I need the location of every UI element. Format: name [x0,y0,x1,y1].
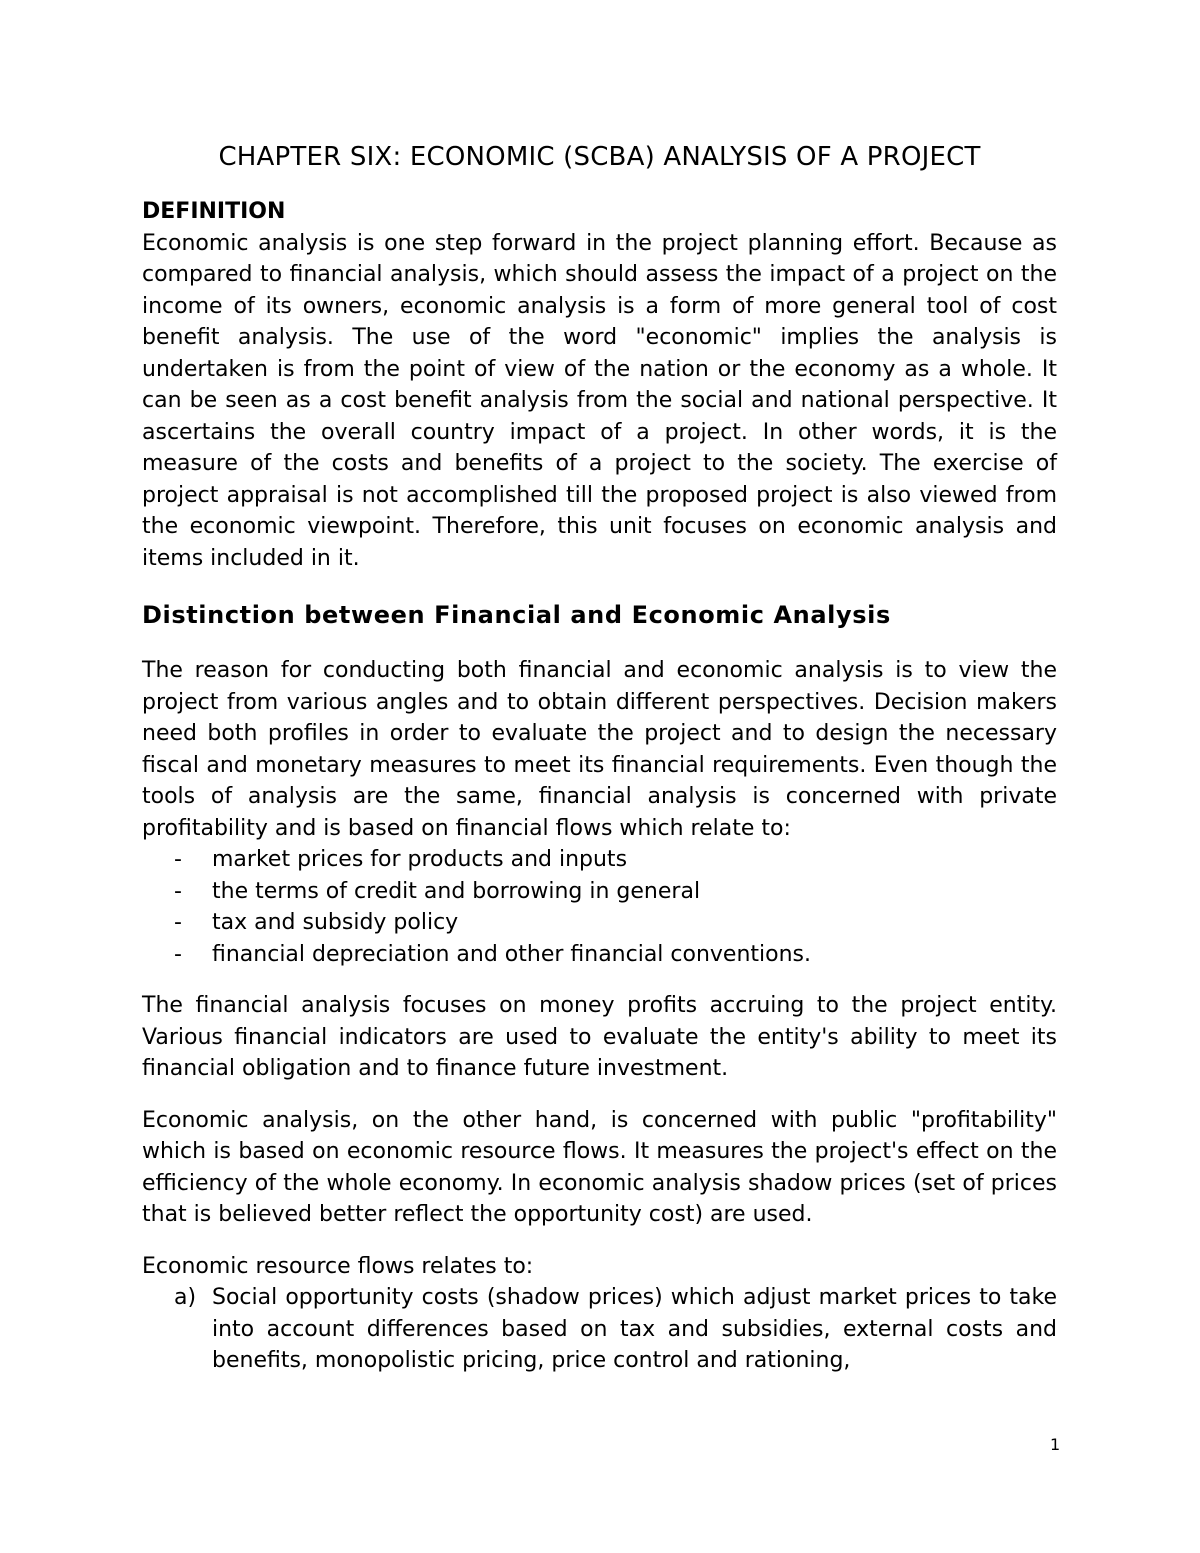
list-item-text: market prices for products and inputs [212,847,628,872]
distinction-intro-paragraph: The reason for conducting both financial and economic analysis is to view the project from various angles and to obtain different perspectives. Decision makers need both profiles in order to evaluate the project and to design the necessary fiscal and monetary measures to meet its financial requirements. Even though the tools of analysis are the same, financial analysis is concerned with private profitability and is based on financial flows which relate to: [142,658,1057,841]
list-marker: a) [174,1285,197,1310]
definition-heading: DEFINITION [142,199,286,224]
list-marker: - [174,941,182,967]
list-marker: - [174,910,182,935]
distinction-heading: Distinction between Financial and Economic Analysis [142,601,891,629]
financial-analysis-paragraph: The financial analysis focuses on money profits accruing to the project entity. Various financial indicators are used to evaluate the entity's ability to meet its financial obligation and to finance future investment. [142,993,1057,1081]
list-marker: - [174,878,182,904]
list-item [142,844,1057,876]
definition-paragraph: Economic analysis is one step forward in the project planning effort. Because as compared to financial analysis, which should assess the impact of a project on the income of its owners, economic analysis is a form of more general tool of cost benefit analysis. The use of the word "economic" implies the analysis is undertaken is from the point of view of the nation or the economy as a whole. It can be seen as a cost benefit analysis from the social and national perspective. It ascertains the overall country impact of a project. In other words, it is the measure of the costs and benefits of a project to the society. The exercise of project appraisal is not accomplished till the proposed project is also viewed from the economic viewpoint. Therefore, this unit focuses on economic analysis and items included in it. [142,230,1057,571]
page-number: 1 [1050,1435,1061,1454]
list-item [142,876,1057,908]
list-item [142,907,1057,939]
list-item-text: Social opportunity costs (shadow prices) which adjust market prices to take into account differences based on tax and subsidies, external costs and benefits, monopolistic pricing, price control and rationing, [212,1285,1057,1373]
list-item [142,939,1057,971]
chapter-title: CHAPTER SIX: ECONOMIC (SCBA) ANALYSIS OF A PROJECT [218,142,981,172]
list-item-text: financial depreciation and other financial conventions. [212,941,812,967]
financial-flows-list [142,844,1057,970]
list-item-text: tax and subsidy policy [212,910,459,935]
list-item-text: the terms of credit and borrowing in general [212,878,701,904]
resource-flows-list [142,1282,1057,1377]
page-content [142,140,1057,1377]
economic-analysis-paragraph: Economic analysis, on the other hand, is concerned with public "profitability" which is based on economic resource flows. It measures the project's effect on the efficiency of the whole economy. In economic analysis shadow prices (set of prices that is believed better reflect the opportunity cost) are used. [142,1107,1057,1227]
list-item [142,1282,1057,1377]
resource-flows-intro: Economic resource flows relates to: [142,1253,534,1279]
list-marker: - [174,847,182,872]
